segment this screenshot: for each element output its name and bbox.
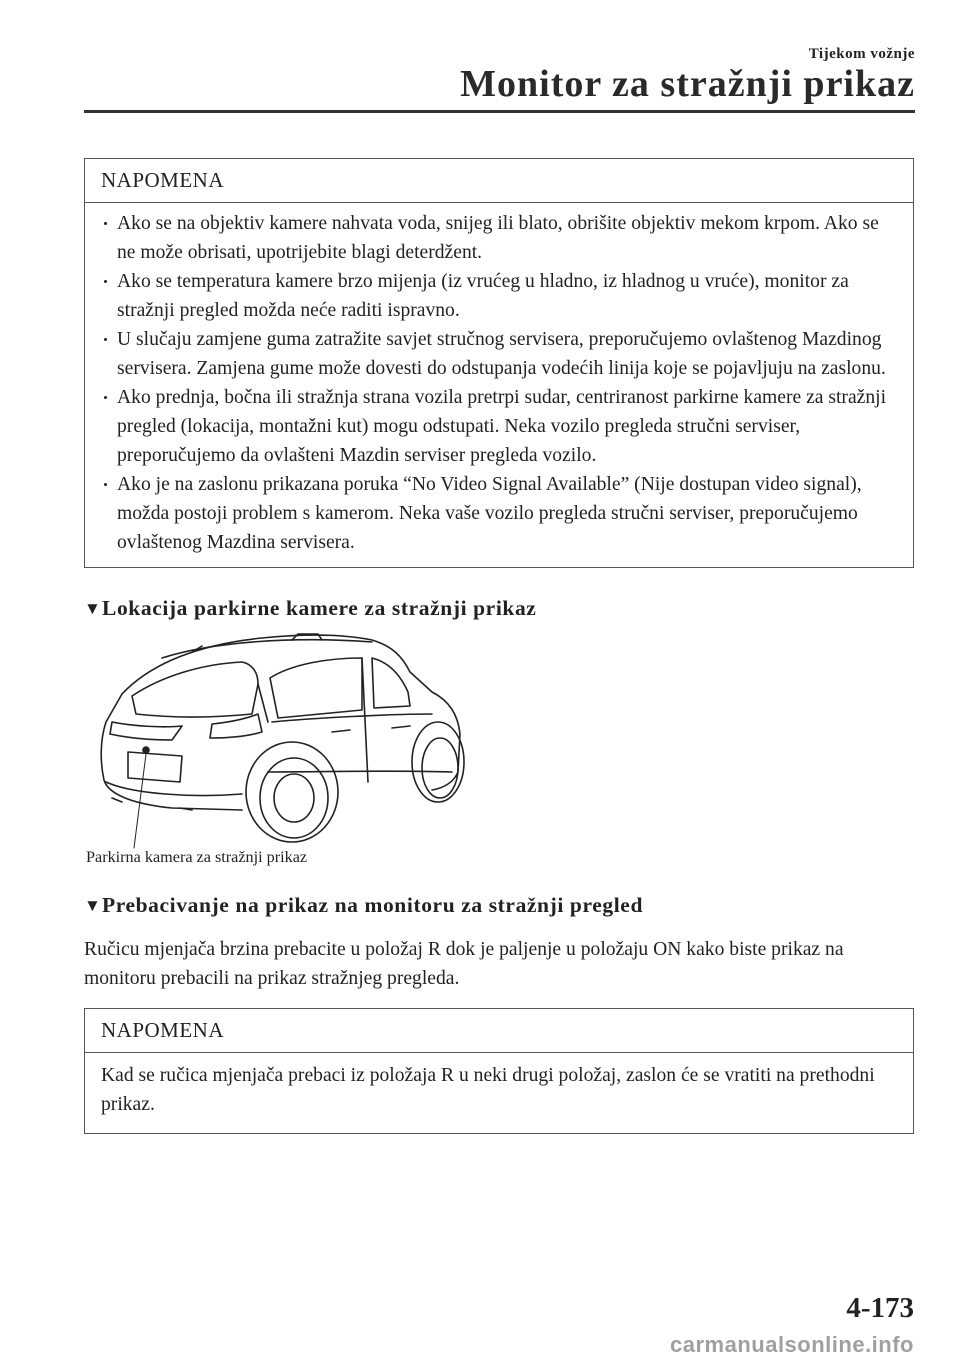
- triangle-down-icon: ▼: [84, 599, 102, 618]
- rear-bumper: [106, 782, 242, 796]
- note-box-2: [84, 1008, 914, 1134]
- bullet-icon: [104, 483, 107, 486]
- car-rear-outline: [101, 694, 242, 810]
- rear-camera-icon: [143, 747, 149, 753]
- note-box-1: [84, 158, 914, 568]
- bullet-icon: [104, 396, 107, 399]
- car-body-outline: [122, 635, 460, 790]
- belt-line: [272, 714, 432, 722]
- right-tail-light: [210, 714, 262, 738]
- rear-rim: [274, 774, 314, 822]
- triangle-down-icon: ▼: [84, 896, 102, 915]
- note-item-3: U slučaju zamjene guma zatražite savjet stručnog servisera, preporučujemo ovlaštenog Mazdinog servisera. Zamjena gume može dovesti do odstupanja vodećih linija koje se pojavljuju na zaslonu.: [101, 325, 897, 383]
- note-item-4: Ako prednja, bočna ili stražnja strana vozila pretrpi sudar, centriranost parkirne kamere za stražnji pregled (lokacija, montažni kut) mogu odstupati. Neka vozilo pregleda stručni serviser, preporučujemo da ovlašteni Mazdin serviser pregleda vozilo.: [101, 383, 897, 470]
- side-window-rear: [270, 658, 362, 718]
- section-header: Tijekom vožnje: [808, 46, 915, 62]
- note-item-2: Ako se temperatura kamere brzo mijenja (iz vrućeg u hladno, iz hladnog u vruće), monitor za stražnji pregled možda neće raditi ispravno.: [101, 267, 897, 325]
- note-body-1: [85, 203, 913, 567]
- header-divider: [84, 110, 915, 113]
- page-title: Monitor za stražnji prikaz: [460, 63, 915, 105]
- section-heading-camera-location: ▼Lokacija parkirne kamere za stražnji prikaz: [84, 596, 537, 620]
- page-number: 4-173: [846, 1292, 914, 1324]
- front-wheel-arch: [412, 722, 464, 802]
- exhaust-tips: [112, 798, 192, 810]
- section-heading-switching-display: ▼Prebacivanje na prikaz na monitoru za stražnji pregled: [84, 893, 643, 917]
- bullet-icon: [104, 338, 107, 341]
- license-plate-recess: [128, 752, 182, 782]
- note-item-1: Ako se na objektiv kamere nahvata voda, snijeg ili blato, obrišite objektiv mekom krpom. Ako se ne može obrisati, upotrijebite blagi deterdžent.: [101, 209, 897, 267]
- figure-caption: Parkirna kamera za stražnji prikaz: [86, 848, 308, 866]
- note-item-5: Ako je na zaslonu prikazana poruka “No Video Signal Available” (Nije dostupan video signal), možda postoji problem s kamerom. Neka vaše vozilo pregleda stručni serviser, preporučujemo ovlaštenog Mazdina servisera.: [101, 470, 897, 557]
- front-wheel: [422, 738, 458, 798]
- bullet-icon: [104, 280, 107, 283]
- side-window-front: [372, 658, 410, 708]
- note-body-2: Kad se ručica mjenjača prebaci iz položaja R u neki drugi položaj, zaslon će se vratiti na prethodni prikaz.: [101, 1065, 875, 1115]
- body-paragraph: Ručicu mjenjača brzina prebacite u položaj R dok je paljenje u položaju ON kako biste prikaz na monitoru prebacili na prikaz stražnjeg pregleda.: [84, 939, 844, 989]
- roof-antenna: [192, 634, 322, 652]
- car-rear-camera-illustration: [92, 622, 472, 850]
- pillars: [258, 658, 368, 782]
- watermark: carmanualsonline.info: [670, 1332, 914, 1357]
- bullet-icon: [104, 222, 107, 225]
- rear-wheel: [260, 758, 328, 838]
- note-heading-1: NAPOMENA: [85, 159, 913, 203]
- door-handles: [332, 726, 410, 732]
- left-tail-light: [110, 722, 182, 740]
- roof-rail: [162, 640, 372, 658]
- note-heading-2: NAPOMENA: [85, 1009, 913, 1053]
- side-skirt: [268, 771, 452, 772]
